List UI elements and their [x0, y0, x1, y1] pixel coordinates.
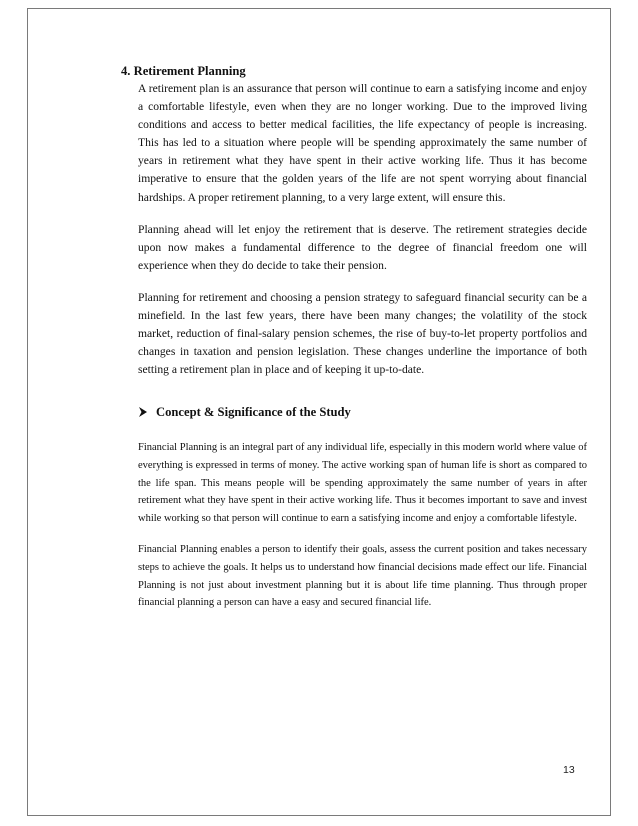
subsection-heading-concept [121, 403, 587, 421]
paragraph-5: Financial Planning enables a person to identify their goals, assess the current position and takes necessary steps to achieve the goals. It helps us to understand how financial decisions made effect our life. Financial Planning is not just about investment planning but it is about life time planning. Thus through proper financial planning a person can have a easy and secured financial life. [138, 544, 587, 609]
section-heading-retirement-planning: 4. Retirement Planning [121, 64, 246, 78]
paragraph-2: Planning ahead will let enjoy the retirement that is deserve. The retirement strategies decide upon now makes a fundamental difference to the degree of financial freedom one will experience when they do decide to take their pension. [138, 222, 587, 272]
paragraph-3: Planning for retirement and choosing a pension strategy to safeguard financial security can be a minefield. In the last few years, there have been many changes; the volatility of the stock market, reduction of final-salary pension schemes, the rise of buy-to-let property portfolios and changes in taxation and pension legislation. These changes underline the importance of both setting a retirement plan in place and of keeping it up-to-date. [138, 290, 587, 377]
paragraph-1: A retirement plan is an assurance that person will continue to earn a satisfying income and enjoy a comfortable lifestyle, even when they are no longer working. Due to the improved living conditions and access to better medical facilities, the life expectancy of people is increasing. This has led to a situation where people will be spending approximately the same number of years in retirement what they have spent in their active working life. Thus it has become imperative to ensure that the golden years of the life are not spent worrying about financial hardships. A proper retirement planning, to a very large extent, will ensure this. [138, 82, 587, 204]
paragraph-4: Financial Planning is an integral part of any individual life, especially in this modern world where value of everything is expressed in terms of money. The active working span of human life is short as compared to the life span. This means people will be spending approximately the same number of years in after retirement what they have spent in their active working life. Thus it becomes important to save and invest while working so that person will continue to earn a satisfying income and enjoy a comfortable lifestyle. [138, 442, 587, 524]
document-content [121, 62, 587, 612]
retirement-planning-body [121, 80, 587, 379]
subsection-heading-text: Concept & Significance of the Study [156, 405, 351, 420]
arrow-bullet-icon [138, 406, 148, 418]
concept-body [121, 439, 587, 611]
page-number: 13 [563, 764, 575, 776]
